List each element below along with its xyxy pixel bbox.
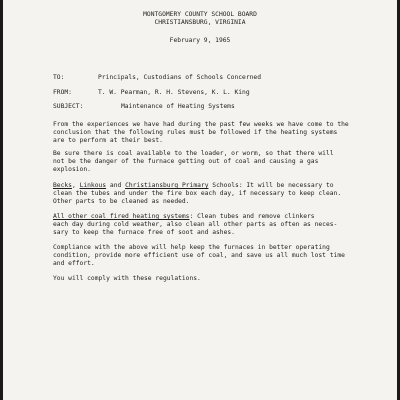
paragraph-coal-supply <box>53 150 363 174</box>
text-line: clean the tubes and under the fire box each day, if necessary to keep clean. <box>53 190 342 197</box>
org-location: CHRISTIANSBURG, VIRGINIA <box>154 19 246 26</box>
separator: , <box>71 182 80 189</box>
paragraph-other-systems <box>53 213 363 237</box>
text-line: You will comply with these regulations. <box>53 275 201 282</box>
text-line: conclusion that the following rules must be followed if the heating systems <box>53 129 338 136</box>
subject-label: SUBJECT: <box>53 103 84 110</box>
text-line: condition, provide more efficient use of coal, and save us all much lost time <box>53 252 345 259</box>
text-line: each day during cold weather, also clean all other parts as often as neces- <box>53 221 338 228</box>
from-value: T. W. Pearman, R. H. Stevens, K. L. King <box>98 89 250 96</box>
paragraph-schools <box>53 182 363 206</box>
text-line: From the experiences we have had during the past few weeks we have come to the <box>53 121 349 128</box>
from-label: FROM: <box>53 89 72 96</box>
school-name: Christiansburg Primary <box>125 182 209 189</box>
text-line: are to perform at their best. <box>53 137 163 144</box>
section-heading: All other coal fired heating systems <box>53 213 190 220</box>
school-name: Becks <box>53 182 72 189</box>
text-fragment: Schools: It will be necessary to <box>208 182 334 189</box>
memo-page <box>3 0 397 400</box>
text-line <box>53 182 363 190</box>
memo-date: February 9, 1965 <box>169 37 231 44</box>
text-line: Compliance with the above will help keep the furnaces in better operating <box>53 244 330 251</box>
text-fragment: : Clean tubes and remove clinkers <box>189 213 315 220</box>
school-name: Linkous <box>79 182 107 189</box>
text-line: Be sure there is coal available to the loader, or worm, so that there will <box>53 150 334 157</box>
subject-value: Maintenance of Heating Systems <box>121 103 235 110</box>
to-label: TO: <box>53 74 65 81</box>
text-line: Other parts to be cleaned as needed. <box>53 198 190 205</box>
text-line: sary to keep the furnace free of soot and ashes. <box>53 229 235 236</box>
text-line: not be the danger of the furnace getting out of coal and causing a gas <box>53 158 319 165</box>
paragraph-closing <box>53 275 363 283</box>
paragraph-intro <box>53 121 363 145</box>
org-name: MONTGOMERY COUNTY SCHOOL BOARD <box>143 11 257 18</box>
text-line: explosion. <box>53 166 91 173</box>
text-line: and effort. <box>53 260 95 267</box>
paragraph-compliance <box>53 244 363 268</box>
to-value: Principals, Custodians of Schools Concerned <box>98 74 262 81</box>
separator: and <box>106 182 126 189</box>
text-line <box>53 213 363 221</box>
